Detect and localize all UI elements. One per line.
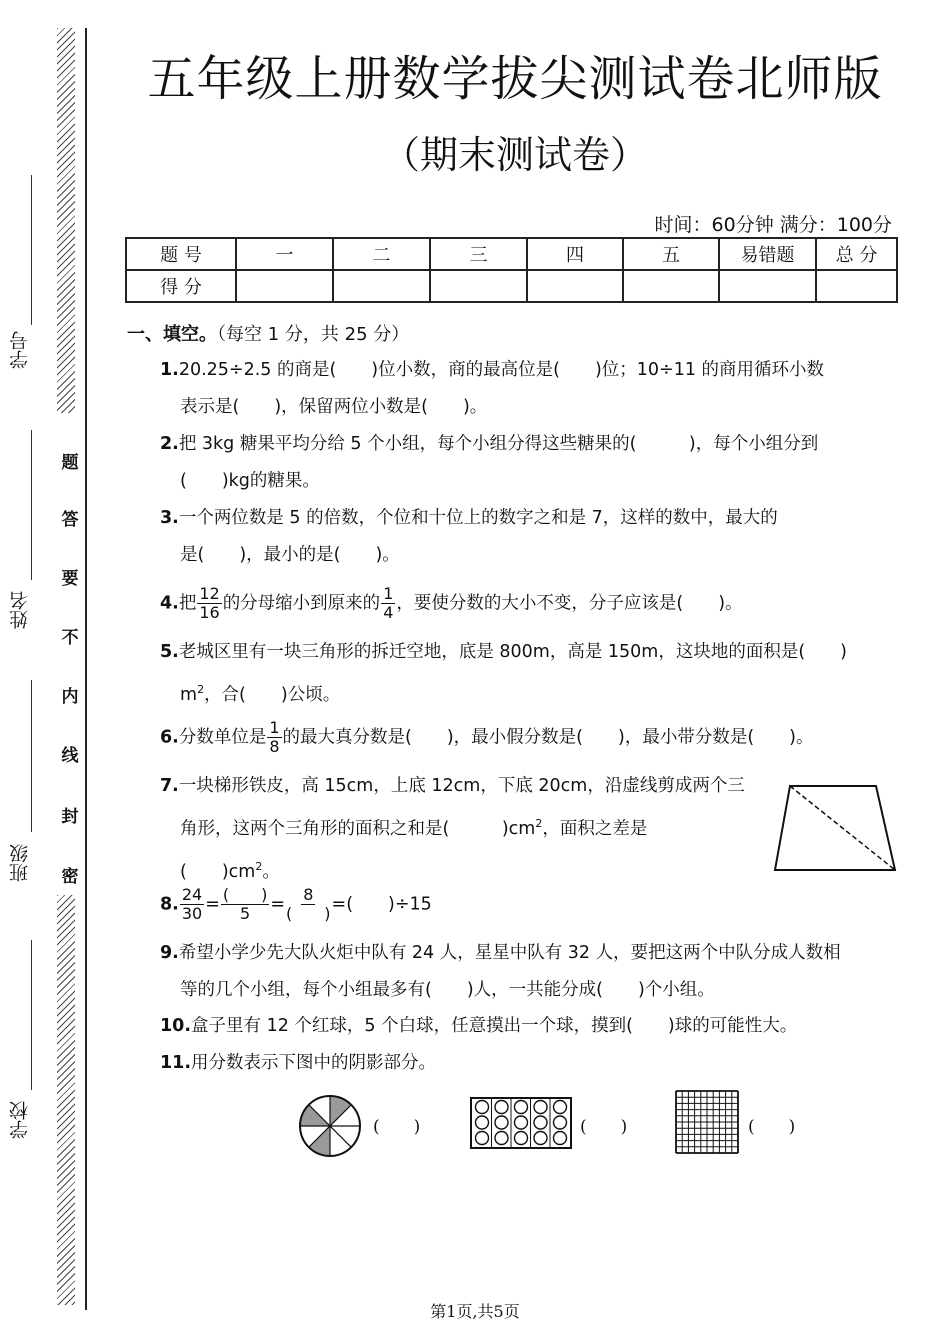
question-text: ，要使分数的大小不变，分子应该是( )。 [396,593,743,614]
question-text: 把 [178,593,197,614]
section-note: （每空 1 分，共 25 分） [217,324,410,345]
circle-cells [476,1098,567,1148]
score-header-cell: 二 [333,238,430,270]
fraction-numerator: 24 [181,885,203,904]
seal-char: 封 [61,807,79,827]
seal-char: 密 [61,867,79,887]
grid-circle [554,1116,567,1129]
question-text: 一块梯形铁皮，高 15cm，上底 12cm，下底 20cm，沿虚线剪成两个三 [178,776,745,796]
question-7 [160,768,760,891]
question-text: 用分数表示下图中的阴影部分。 [191,1053,437,1073]
student-id-line [31,175,32,325]
circles-grid-figure [470,1097,572,1149]
page-subtitle: （期末测试卷） [381,133,648,177]
unit-exponent: 2 [535,817,543,830]
seal-char: 线 [61,746,79,766]
question-9 [160,935,905,1009]
seal-char: 题 [61,453,79,473]
seal-char: 内 [61,687,79,707]
fraction-denominator: 5 [240,904,251,923]
seal-char: 要 [61,569,79,589]
question-1 [160,352,905,426]
grid-circle [515,1101,528,1114]
fraction-denominator: 30 [181,904,203,923]
question-text [160,819,647,839]
fraction [381,585,395,622]
unit-text: m [180,684,198,705]
question-number: 5. [160,642,179,662]
question-8 [160,886,905,924]
grid-circle [554,1132,567,1145]
score-cell[interactable] [430,270,527,302]
question-text: 分数单位是 [178,727,267,748]
fraction-numerator: 1 [269,718,280,737]
score-header-cell: 易错题 [719,238,816,270]
trapezoid-figure [770,780,900,875]
question-number: 6. [160,727,179,748]
trapezoid-shape [775,786,895,870]
question-number: 10. [160,1016,192,1036]
question-number: 1. [160,360,179,380]
score-row-label: 得 分 [126,270,236,302]
question-text: 希望小学少先大队火炬中队有 24 人，星星中队有 32 人，要把这两个中队分成人数相 [178,943,841,963]
name-label: 姓名 [9,591,31,629]
grid-circle [476,1132,489,1145]
grid-circle [495,1101,508,1114]
question-text: 的最大真分数是( )，最小假分数是( )，最小带分数是( )。 [282,727,814,748]
score-table-header-row [126,238,897,270]
score-cell[interactable] [527,270,623,302]
seal-char: 答 [61,510,79,530]
question-text: ( )kg的糖果。 [180,471,320,491]
score-header-cell: 题 号 [126,238,236,270]
question-text: 老城区里有一块三角形的拆迁空地，底是 800m，高是 150m，这块地的面积是( ) [178,642,848,662]
score-cell[interactable] [816,270,897,302]
question-3 [160,500,905,574]
section-heading [127,320,409,346]
equals-sign: = [205,894,220,915]
fraction [267,719,281,756]
question-text: 一个两位数是 5 的倍数，个位和十位上的数字之和是 7，这样的数中，最大的 [178,508,778,528]
question-text: ，合( )公顷。 [204,684,341,705]
score-header-cell: 一 [236,238,333,270]
unit-exponent: 2 [197,683,205,696]
question-11 [160,1045,905,1082]
fraction [197,585,221,622]
score-cell[interactable] [719,270,816,302]
score-header-cell: 总 分 [816,238,897,270]
section-title: 一、填空。 [127,324,217,345]
question-text: 20.25÷2.5 的商是( )位小数，商的最高位是( )位；10÷11 的商用循环小数 [178,360,825,380]
fraction-numerator: 12 [199,584,220,603]
class-label: 班级 [9,844,31,882]
page-title: 五年级上册数学拔尖测试卷北师版 [147,51,883,107]
question-4 [160,585,905,623]
question-number: 8. [160,894,179,915]
circle-fraction-figure [295,1093,365,1159]
fraction [221,886,270,923]
fraction-denominator: 16 [199,603,220,622]
question-6 [160,719,905,757]
question-text: 。 [262,861,280,882]
question-text: 是( )，最小的是( )。 [180,545,400,565]
question-5 [160,634,905,714]
square-grid-figure [675,1090,741,1154]
fraction-denominator: 8 [269,737,280,756]
fraction-numerator: 1 [383,584,394,603]
answer-blank[interactable]: ( ) [748,1117,796,1137]
score-table-score-row [126,270,897,302]
question-number: 3. [160,508,179,528]
school-line [31,940,32,1090]
question-number: 2. [160,434,179,454]
question-number: 9. [160,943,179,963]
grid-circle [534,1116,547,1129]
fraction [286,886,331,923]
grid-circle [554,1101,567,1114]
fraction-denominator: ( ) [286,904,331,923]
question-text: =( )÷15 [331,894,432,915]
score-cell[interactable] [333,270,430,302]
question-text: 把 3kg 糖果平均分给 5 个小组，每个小组分得这些糖果的( )，每个小组分到 [178,434,819,454]
question-2 [160,426,905,500]
score-cell[interactable] [623,270,719,302]
question-number: 4. [160,593,179,614]
question-text: ( )cm [180,861,256,882]
score-header-cell: 三 [430,238,527,270]
page-number: 第1页,共5页 [430,1302,520,1321]
score-header-cell: 四 [527,238,623,270]
fraction-numerator: ( ) [222,885,268,904]
answer-blank[interactable]: ( ) [580,1117,628,1137]
question-text [160,859,280,882]
grid-circle [495,1132,508,1145]
score-cell[interactable] [236,270,333,302]
question-10 [160,1008,905,1045]
question-number: 11. [160,1053,192,1073]
grid-lines [676,1091,738,1153]
grid-circle [476,1101,489,1114]
student-id-label: 学号 [9,331,31,369]
question-text [160,685,340,705]
name-line [31,430,32,580]
shaded-sector [309,1126,330,1156]
equals-sign: = [270,894,286,915]
question-text: 盒子里有 12 个红球，5 个白球，任意摸出一个球，摸到( )球的可能性大。 [191,1016,798,1036]
question-number: 7. [160,776,179,796]
score-header-cell: 五 [623,238,719,270]
shaded-sector [300,1105,330,1126]
unit-exponent: 2 [255,859,263,873]
answer-blank[interactable]: ( ) [373,1117,421,1137]
grid-circle [495,1116,508,1129]
grid-circle [515,1116,528,1129]
exam-meta: 时间：60分钟 满分：100分 [654,214,892,236]
fraction [180,886,204,923]
grid-circle [476,1116,489,1129]
binding-hatch-top [57,28,75,413]
binding-hatch-bottom [57,895,75,1305]
seal-char: 不 [61,628,79,648]
question-text: 角形，这两个三角形的面积之和是( )cm [180,818,536,839]
question-text: ，面积之差是 [542,818,648,839]
grid-circle [534,1101,547,1114]
grid-circle [515,1132,528,1145]
question-text: 等的几个小组，每个小组最多有( )人，一共能分成( )个小组。 [180,980,715,1000]
school-label: 学校 [9,1101,31,1139]
fraction-numerator: 8 [303,885,314,904]
binding-rule [85,28,87,1310]
class-line [31,680,32,832]
question-text: 的分母缩小到原来的 [222,593,381,614]
shaded-sector [330,1096,351,1126]
score-table [125,237,898,303]
grid-outline [471,1098,571,1148]
question-text: 表示是( )，保留两位小数是( )。 [180,397,488,417]
fraction-denominator: 4 [383,603,394,622]
grid-circle [534,1132,547,1145]
